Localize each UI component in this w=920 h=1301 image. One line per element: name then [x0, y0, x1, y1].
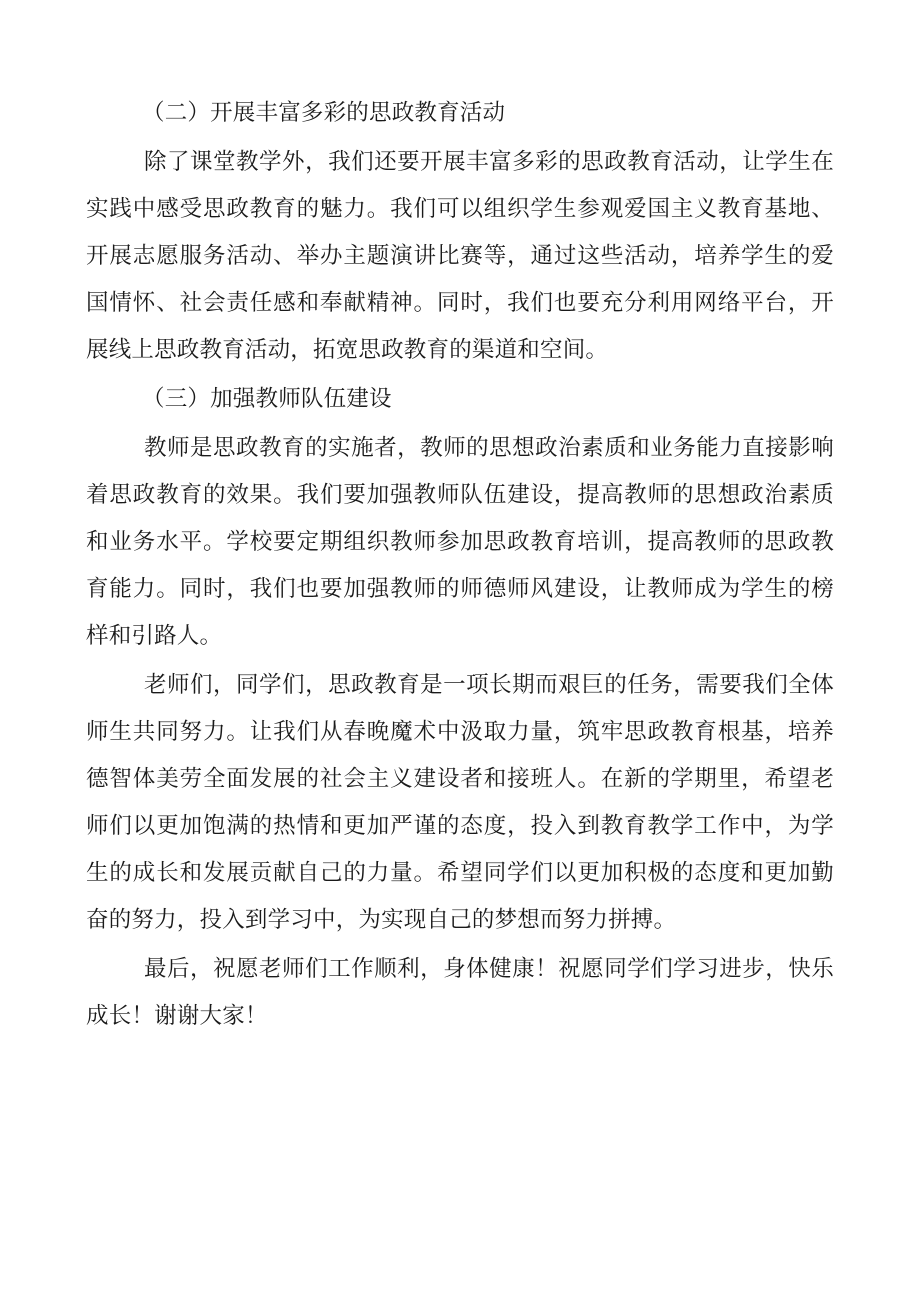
section-3-paragraph: 教师是思政教育的实施者，教师的思想政治素质和业务能力直接影响着思政教育的效果。我们要加强教师队伍建设，提高教师的思想政治素质和业务水平。学校要定期组织教师参加思政教育培训，提高教师的思政教育能力。同时，我们也要加强教师的师德师风建设，让教师成为学生的榜样和引路人。	[86, 435, 834, 649]
section-3-heading: （三）加强教师队伍建设	[142, 386, 392, 412]
section-2-paragraph: 除了课堂教学外，我们还要开展丰富多彩的思政教育活动，让学生在实践中感受思政教育的魅力。我们可以组织学生参观爱国主义教育基地、开展志愿服务活动、举办主题演讲比赛等，通过这些活动，培养学生的爱国情怀、社会责任感和奉献精神。同时，我们也要充分利用网络平台，开展线上思政教育活动，拓宽思政教育的渠道和空间。	[86, 149, 834, 363]
closing-paragraph: 老师们，同学们，思政教育是一项长期而艰巨的任务，需要我们全体师生共同努力。让我们从春晚魔术中汲取力量，筑牢思政教育根基，培养德智体美劳全面发展的社会主义建设者和接班人。在新的学期里，希望老师们以更加饱满的热情和更加严谨的态度，投入到教育教学工作中，为学生的成长和发展贡献自己的力量。希望同学们以更加积极的态度和更加勤奋的努力，投入到学习中，为实现自己的梦想而努力拼搏。	[86, 672, 834, 933]
final-wishes-paragraph: 最后，祝愿老师们工作顺利，身体健康！祝愿同学们学习进步，快乐成长！谢谢大家！	[86, 956, 834, 1029]
section-2-heading: （二）开展丰富多彩的思政教育活动	[142, 100, 506, 126]
document-page	[86, 90, 834, 1040]
